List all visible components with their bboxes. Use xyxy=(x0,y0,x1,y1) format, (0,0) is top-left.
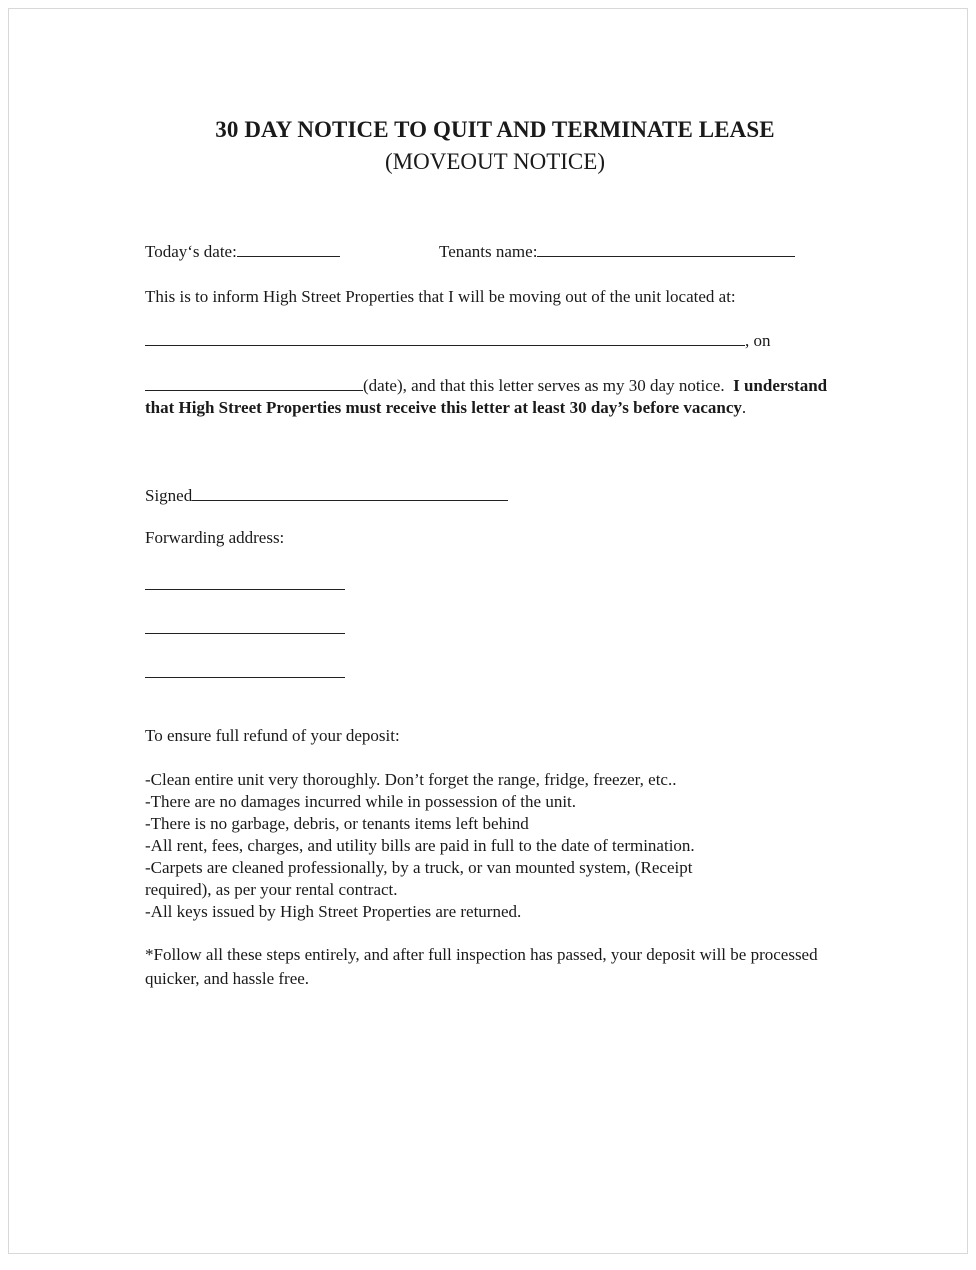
tenant-name-field[interactable] xyxy=(537,241,795,257)
tenant-label: Tenants name: xyxy=(439,242,538,261)
document-subtitle: (MOVEOUT NOTICE) xyxy=(385,149,605,174)
forwarding-address-line-2[interactable] xyxy=(145,633,345,634)
moveout-date-field[interactable] xyxy=(145,375,363,391)
refund-checklist xyxy=(145,769,845,923)
forwarding-address-line-3[interactable] xyxy=(145,677,345,678)
list-item: -All keys issued by High Street Properties are returned. xyxy=(145,902,522,921)
date-tenant-row xyxy=(145,241,340,262)
date-field[interactable] xyxy=(237,241,340,257)
forwarding-address-line-1[interactable] xyxy=(145,589,345,590)
date-suffix: (date), and that this letter serves as my 30 day notice. xyxy=(363,376,725,395)
bold-notice: I understand that High Street Properties must receive this letter at least 30 day’s before vacancy xyxy=(145,376,828,417)
list-item: -All rent, fees, charges, and utility bills are paid in full to the date of termination. xyxy=(145,836,695,855)
signature-field[interactable] xyxy=(192,485,508,501)
tenant-row xyxy=(439,241,795,262)
footer-note: *Follow all these steps entirely, and after full inspection has passed, your deposit will be processed quicker, and hassle free. xyxy=(145,945,818,988)
list-item: -There is no garbage, debris, or tenants items left behind xyxy=(145,814,529,833)
date-label: Today‘s date: xyxy=(145,242,237,261)
forwarding-label: Forwarding address: xyxy=(145,528,285,547)
signed-label: Signed xyxy=(145,486,193,505)
on-text: , on xyxy=(745,331,771,350)
list-item: -Carpets are cleaned professionally, by a truck, or van mounted system, (Receipt xyxy=(145,858,693,877)
document-page xyxy=(8,8,968,1254)
document-title: 30 DAY NOTICE TO QUIT AND TERMINATE LEASE xyxy=(215,117,775,142)
unit-address-row xyxy=(145,330,771,351)
inform-text: This is to inform High Street Properties that I will be moving out of the unit located at: xyxy=(145,287,736,306)
refund-heading: To ensure full refund of your deposit: xyxy=(145,726,400,745)
list-item: -Clean entire unit very thoroughly. Don’t forget the range, fridge, freezer, etc.. xyxy=(145,770,677,789)
bold-end: . xyxy=(741,398,747,417)
unit-address-field[interactable] xyxy=(145,330,745,346)
signed-row xyxy=(145,485,508,506)
notice-paragraph xyxy=(145,375,845,419)
list-item: -There are no damages incurred while in possession of the unit. xyxy=(145,792,577,811)
list-item: required), as per your rental contract. xyxy=(145,880,398,899)
